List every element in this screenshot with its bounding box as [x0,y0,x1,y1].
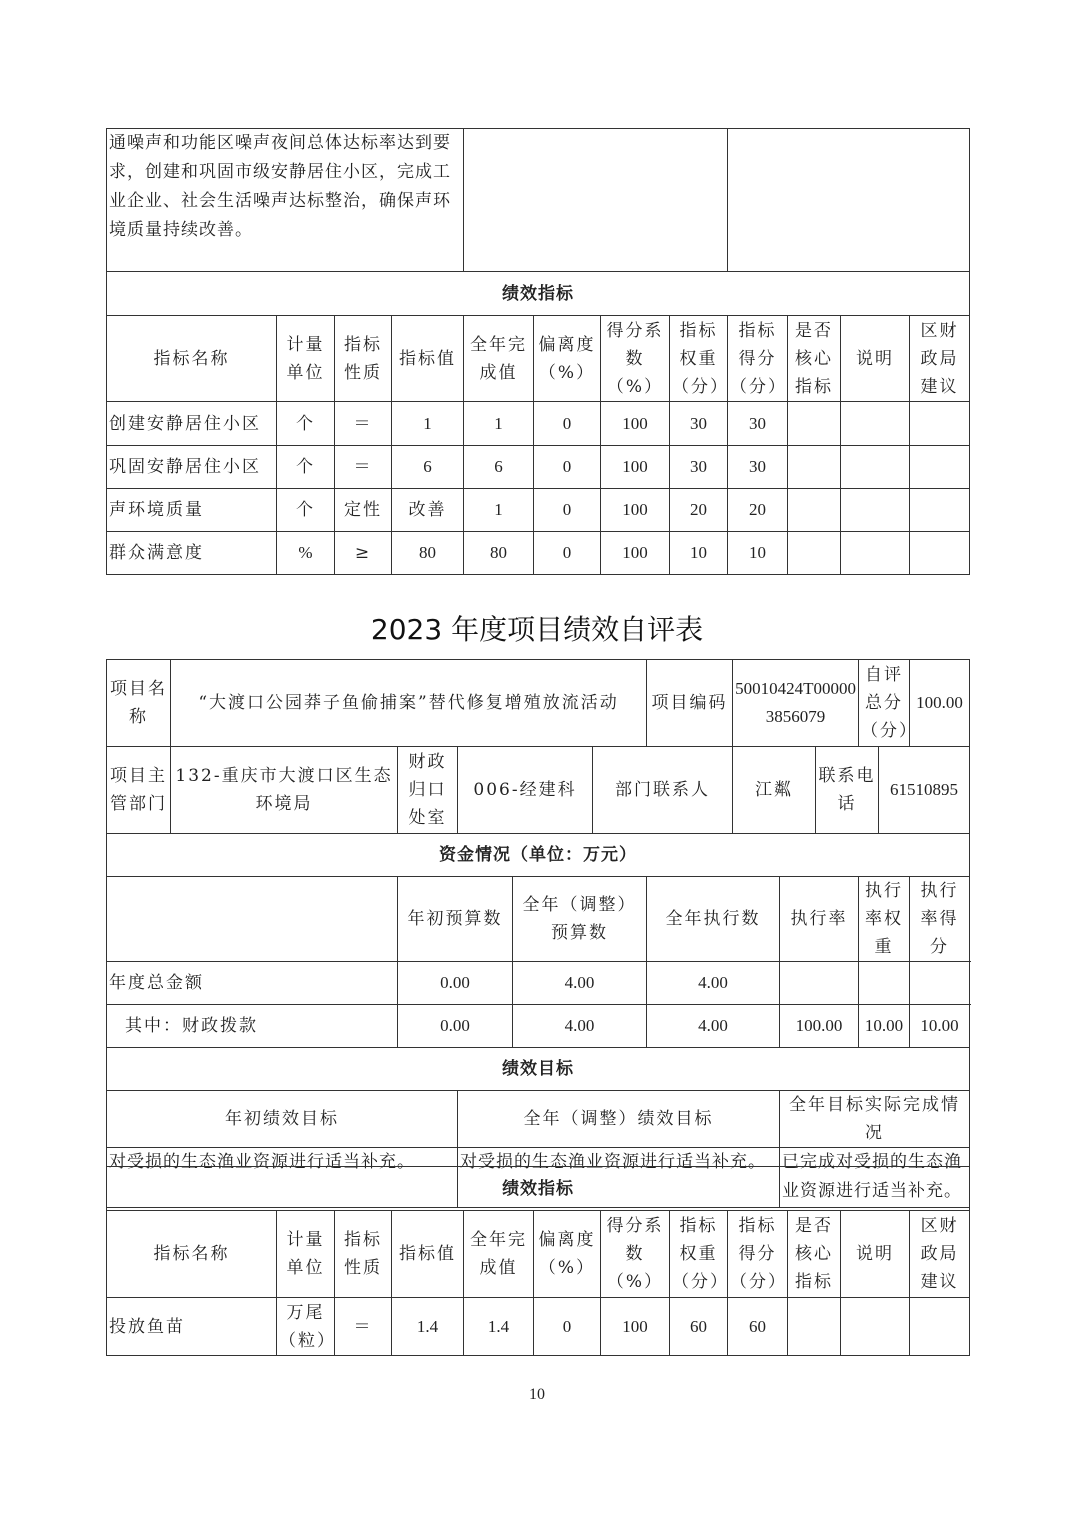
header-deviation: 偏离度（%） [534,1211,601,1298]
funds-rate-weight: 10.00 [859,1005,910,1048]
page-number: 10 [529,1386,545,1403]
indicator-target: 80 [392,532,464,575]
indicator-score: 20 [728,489,788,532]
funds-rate: 100.00 [780,1005,859,1048]
actual-goal-text [728,129,970,272]
goal-initial-text: 对受损的生态渔业资源进行适当补充。 [107,1148,458,1208]
header-nature: 指标性质 [335,316,392,402]
performance-indicator-table [106,1166,970,1356]
funds-executed: 4.00 [647,962,780,1005]
goals-section-title: 绩效目标 [107,1048,970,1091]
previous-project-table [106,128,970,575]
header-finance-suggestion: 区财政局建议 [910,1211,970,1298]
header-score-coefficient: 得分系数（%） [601,1211,670,1298]
indicator-coefficient: 100 [601,402,670,446]
indicator-section-title: 绩效指标 [107,1167,970,1211]
contact-value: 江粼 [733,747,816,834]
header-score: 指标得分（分） [728,316,788,402]
indicator-target: 1 [392,402,464,446]
indicator-completed: 80 [464,532,534,575]
header-target-value: 指标值 [392,316,464,402]
indicator-unit: 个 [277,446,335,489]
table-row [107,402,970,446]
indicator-nature: ＝ [335,446,392,489]
indicator-weight: 30 [670,446,728,489]
dept-label: 项目主管部门 [107,747,171,834]
indicator-target: 改善 [392,489,464,532]
indicator-note [841,489,910,532]
header-completed-value: 全年完成值 [464,1211,534,1298]
header-target-value: 指标值 [392,1211,464,1298]
indicator-section-title: 绩效指标 [107,272,970,316]
funds-header-adjusted-budget: 全年（调整）预算数 [513,877,647,962]
funds-rate-weight [859,962,910,1005]
indicator-weight: 20 [670,489,728,532]
indicator-target: 1.4 [392,1298,464,1356]
indicator-deviation: 0 [534,1298,601,1356]
indicator-header-row [107,1211,970,1298]
indicator-score: 60 [728,1298,788,1356]
page-title: 2023 年度项目绩效自评表 [370,613,704,646]
indicator-note [841,402,910,446]
goals-header-row [107,1091,970,1148]
indicator-nature: ≥ [335,532,392,575]
indicator-weight: 60 [670,1298,728,1356]
project-code-value: 50010424T000003856079 [733,660,859,747]
header-core-indicator: 是否核心指标 [788,1211,841,1298]
indicator-name: 群众满意度 [107,532,277,575]
dept-value: 132-重庆市大渡口区生态环境局 [171,747,398,834]
indicator-name: 巩固安静居住小区 [107,446,277,489]
indicator-coefficient: 100 [601,1298,670,1356]
phone-value: 61510895 [879,747,970,834]
table-row [107,962,970,1005]
header-unit: 计量单位 [277,316,335,402]
indicator-coefficient: 100 [601,446,670,489]
self-score-label: 自评总分（分） [859,660,910,747]
funds-adjusted-budget: 4.00 [513,1005,647,1048]
indicator-nature: 定性 [335,489,392,532]
indicator-nature: ＝ [335,1298,392,1356]
indicator-suggestion [910,532,970,575]
indicator-note [841,532,910,575]
header-indicator-name: 指标名称 [107,316,277,402]
indicator-target: 6 [392,446,464,489]
indicator-weight: 30 [670,402,728,446]
indicator-completed: 1 [464,489,534,532]
indicator-name: 声环境质量 [107,489,277,532]
indicator-core [788,402,841,446]
self-score-value: 100.00 [910,660,970,747]
indicator-suggestion [910,402,970,446]
indicator-unit: 万尾（粒） [277,1298,335,1356]
header-nature: 指标性质 [335,1211,392,1298]
header-core-indicator: 是否核心指标 [788,316,841,402]
funds-rate [780,962,859,1005]
funds-executed: 4.00 [647,1005,780,1048]
goal-actual-text: 已完成对受损的生态渔业资源进行适当补充。 [780,1148,970,1208]
indicator-completed: 1 [464,402,534,446]
indicator-score: 30 [728,402,788,446]
funds-row-label: 其中：财政拨款 [107,1005,398,1048]
indicator-header-row [107,316,970,402]
finance-office-value: 006-经建科 [458,747,593,834]
indicator-suggestion [910,1298,970,1356]
contact-label: 部门联系人 [593,747,733,834]
header-completed-value: 全年完成值 [464,316,534,402]
funds-adjusted-budget: 4.00 [513,962,647,1005]
funds-header-rate: 执行率 [780,877,859,962]
indicator-weight: 10 [670,532,728,575]
project-code-label: 项目编码 [647,660,733,747]
indicator-nature: ＝ [335,402,392,446]
funds-header-blank [107,877,398,962]
indicator-core [788,446,841,489]
indicator-suggestion [910,446,970,489]
funds-section-title: 资金情况（单位：万元） [107,834,970,877]
header-weight: 指标权重（分） [670,1211,728,1298]
project-evaluation-table [106,659,970,1208]
indicator-core [788,532,841,575]
goals-header-actual: 全年目标实际完成情况 [780,1091,970,1148]
indicator-suggestion [910,489,970,532]
funds-header-rate-score: 执行率得分 [910,877,970,962]
header-finance-suggestion: 区财政局建议 [910,316,970,402]
table-row [107,489,970,532]
indicator-core [788,489,841,532]
project-name-value: “大渡口公园莽子鱼偷捕案”替代修复增殖放流活动 [171,660,647,747]
indicator-coefficient: 100 [601,489,670,532]
header-note: 说明 [841,316,910,402]
funds-initial-budget: 0.00 [398,962,513,1005]
table-row [107,532,970,575]
header-note: 说明 [841,1211,910,1298]
indicator-score: 10 [728,532,788,575]
adjusted-goal-text [464,129,728,272]
indicator-name: 投放鱼苗 [107,1298,277,1356]
indicator-deviation: 0 [534,489,601,532]
indicator-note [841,1298,910,1356]
indicator-unit: % [277,532,335,575]
project-name-label: 项目名称 [107,660,171,747]
funds-header-executed: 全年执行数 [647,877,780,962]
phone-label: 联系电话 [816,747,879,834]
header-deviation: 偏离度（%） [534,316,601,402]
finance-office-label: 财政归口处室 [398,747,458,834]
funds-header-row [107,877,970,962]
table-row [107,1298,970,1356]
indicator-score: 30 [728,446,788,489]
header-score-coefficient: 得分系数（%） [601,316,670,402]
table-row [107,446,970,489]
funds-header-initial-budget: 年初预算数 [398,877,513,962]
funds-rate-score [910,962,970,1005]
indicator-coefficient: 100 [601,532,670,575]
indicator-core [788,1298,841,1356]
header-unit: 计量单位 [277,1211,335,1298]
indicator-unit: 个 [277,402,335,446]
indicator-deviation: 0 [534,402,601,446]
goal-adjusted-text: 对受损的生态渔业资源进行适当补充。 [458,1148,780,1208]
indicator-deviation: 0 [534,532,601,575]
funds-rate-score: 10.00 [910,1005,970,1048]
header-weight: 指标权重（分） [670,316,728,402]
indicator-completed: 1.4 [464,1298,534,1356]
indicator-unit: 个 [277,489,335,532]
indicator-name: 创建安静居住小区 [107,402,277,446]
indicator-deviation: 0 [534,446,601,489]
goals-header-adjusted: 全年（调整）绩效目标 [458,1091,780,1148]
goals-header-initial: 年初绩效目标 [107,1091,458,1148]
funds-header-rate-weight: 执行率权重 [859,877,910,962]
indicator-note [841,446,910,489]
table-row [107,1005,970,1048]
initial-goal-text: 通噪声和功能区噪声夜间总体达标率达到要求，创建和巩固市级安静居住小区，完成工业企业、社会生活噪声达标整治，确保声环境质量持续改善。 [107,129,464,272]
funds-initial-budget: 0.00 [398,1005,513,1048]
funds-row-label: 年度总金额 [107,962,398,1005]
indicator-completed: 6 [464,446,534,489]
header-indicator-name: 指标名称 [107,1211,277,1298]
header-score: 指标得分（分） [728,1211,788,1298]
